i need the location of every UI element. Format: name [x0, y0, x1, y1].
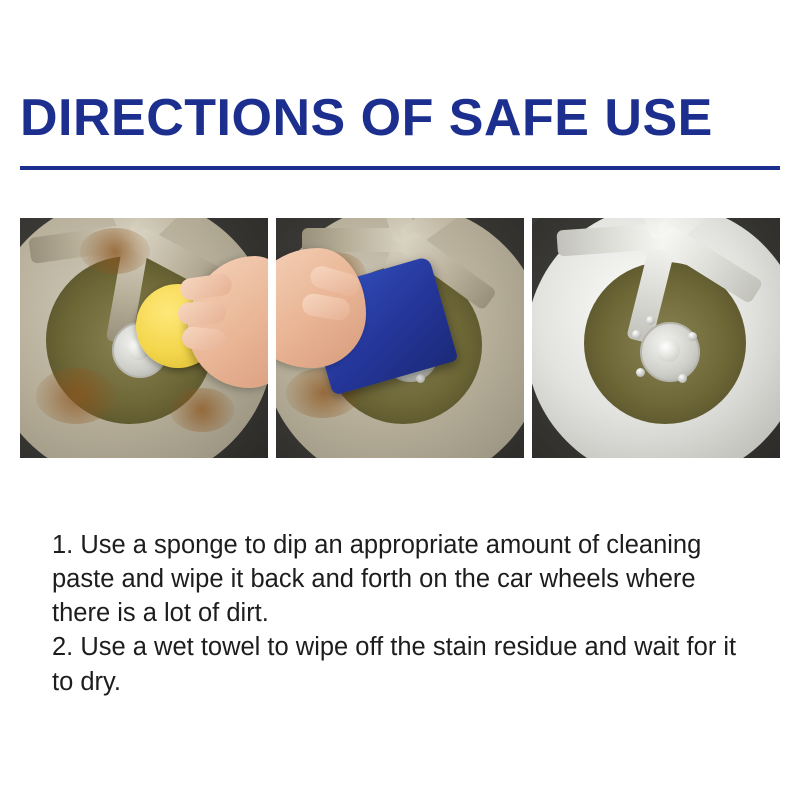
lug-bolt [678, 374, 687, 383]
instruction-item-1: 1. Use a sponge to dip an appropriate amount of cleaning paste and wipe it back and forth on the car wheels where there is a lot of dirt. [52, 531, 702, 628]
dirt-stain [80, 228, 150, 274]
instructions-block [52, 528, 752, 699]
dirt-stain [36, 368, 116, 424]
title-divider [20, 166, 780, 170]
lug-bolt [688, 332, 697, 341]
step-1-photo [20, 218, 268, 458]
dirt-stain [170, 388, 234, 432]
step-2-photo [276, 218, 524, 458]
hub-cap [656, 338, 680, 362]
lug-bolt [416, 374, 425, 383]
lug-bolt [636, 368, 645, 377]
lug-bolt [646, 316, 655, 325]
lug-bolt [632, 330, 641, 339]
finger [178, 301, 227, 325]
photo-gallery [20, 218, 780, 458]
step-3-photo [532, 218, 780, 458]
instruction-item-2: 2. Use a wet towel to wipe off the stain residue and wait for it to dry. [52, 633, 737, 696]
page-title: DIRECTIONS OF SAFE USE [20, 89, 713, 147]
